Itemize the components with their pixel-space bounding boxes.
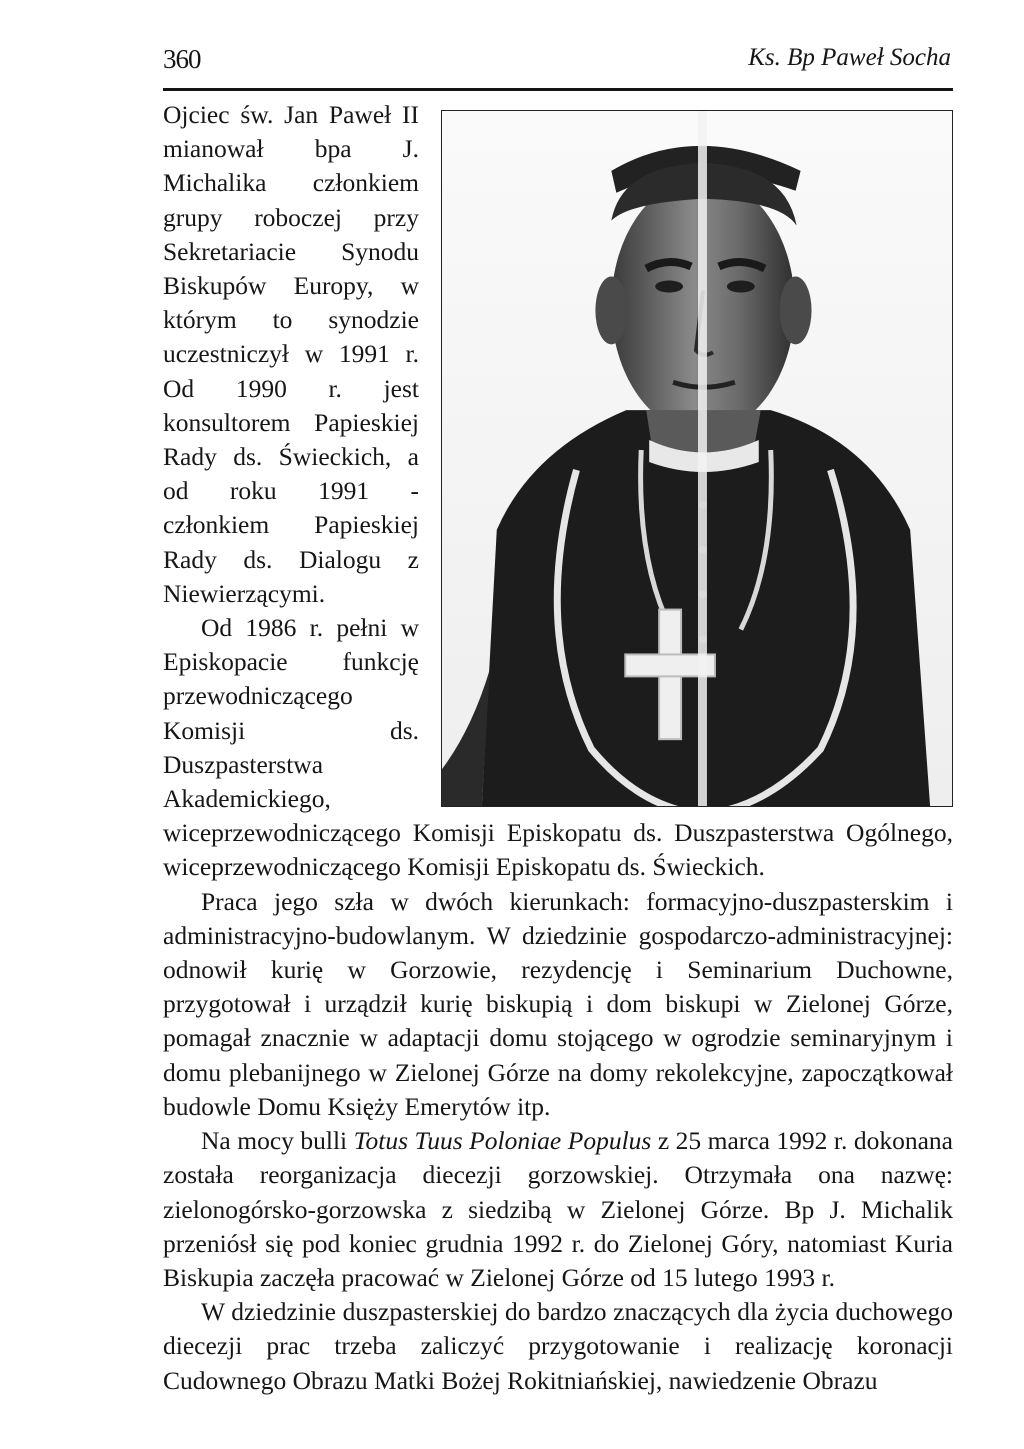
bishop-portrait-illustration	[442, 111, 952, 806]
running-head: Ks. Bp Paweł Socha	[748, 44, 951, 71]
bull-title: Totus Tuus Poloniae Populus	[353, 1126, 652, 1156]
paragraph-4	[163, 1124, 953, 1295]
paragraph-4-text-after: z 25 marca 1992 r. dokonana została reorganizacja diecezji gorzowskiej. Otrzymała ona nazwę: zielonogórsko-gorzowska z siedzibą w Zielonej Górze. Bp J. Michalik przeniósł się pod koniec grudnia 1992 r. do Zielonej Góry, natomiast Kuria Biskupia zaczęła pracować w Zielonej Górze od 15 lutego 1993 r.	[163, 1126, 953, 1292]
page-header	[163, 40, 953, 84]
paragraph-4-text-before: Na mocy bulli	[201, 1126, 354, 1156]
paragraph-2: Od 1986 r. pełni w Episkopacie funkcję przewodniczącego Komisji ds. Duszpasterstwa Akademickiego, wiceprzewodniczącego Komisji Episkopatu ds. Duszpasterstwa Ogólnego, wiceprzewodniczącego Komisji Episkopatu ds. Świeckich.	[163, 613, 953, 882]
page-number: 360	[163, 44, 201, 74]
portrait-photo-icon	[441, 110, 953, 807]
paragraph-1: Ojciec św. Jan Paweł II mianował bpa J. Michalika członkiem grupy roboczej przy Sekretariacie Synodu Biskupów Europy, w którym to synodzie uczestniczył w 1991 r. Od 1990 r. jest konsultorem Papieskiej Rady ds. Świeckich, a od roku 1991 - członkiem Papieskiej Rady ds. Dialogu z Niewierzącymi.	[163, 100, 419, 608]
header-rule	[163, 88, 953, 91]
paragraph-5: W dziedzinie duszpasterskiej do bardzo znaczących dla życia duchowego diecezji prac trzeba zaliczyć przygotowanie i realizację koronacji Cudownego Obrazu Matki Bożej Rokitniańskiej, nawiedzenie Obrazu	[163, 1297, 953, 1395]
paragraph-3: Praca jego szła w dwóch kierunkach: formacyjno-duszpasterskim i administracyjno-budowlanym. W dziedzinie gospodarczo-administracyjnej: odnowił kurię w Gorzowie, rezydencję i Seminarium Duchowne, przygotował i urządził kurię biskupią i dom biskupi w Zielonej Górze, pomagał znacznie w adaptacji domu stojącego w ogrodzie seminaryjnym i domu plebanijnego w Zielonej Górze na domy rekolekcyjne, zapoczątkował budowle Domu Księży Emerytów itp.	[163, 886, 953, 1121]
body-text	[163, 98, 953, 1398]
